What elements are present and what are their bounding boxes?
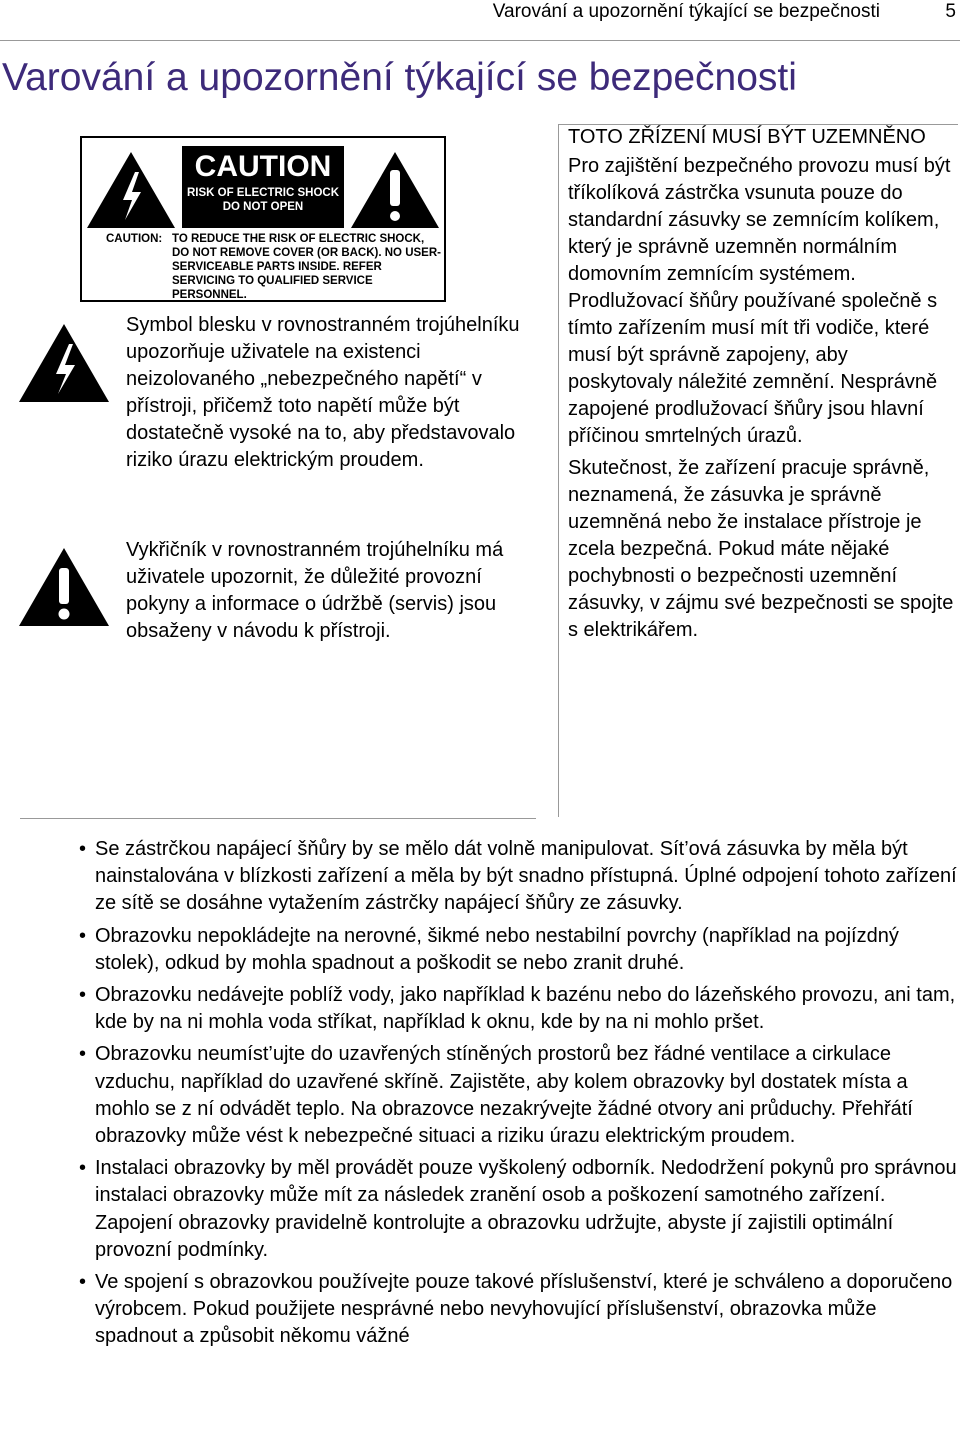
list-item [75, 1041, 957, 1150]
bullet-icon: • [79, 984, 87, 1007]
bullet-icon: • [79, 1271, 87, 1294]
bullet-icon: • [79, 1043, 87, 1066]
grounding-paragraph-1: Pro zajištění bezpečného provozu musí být tříkolíková zástrčka vsunuta pouze do standardní zásuvky se zemnícím kolíkem, který je správně uzemněn normálním domovním zemnícím systémem. Prodlužovací šňůry používané společně s tímto zařízením musí mít tři vodiče, které musí být správně zapojeny, aby poskytovaly náležité zemnění. Nesprávně zapojené prodlužovací šňůry jsou hlavní příčinou smrtelných úrazů. [568, 155, 951, 447]
header-divider [0, 40, 960, 41]
grounding-heading: TOTO ZŘÍZENÍ MUSÍ BÝT UZEMNĚNO [568, 126, 926, 148]
list-item-text: Obrazovku neumíst’ujte do uzavřených stíněných prostorů bez řádné ventilace a cirkulace vzduchu, například do uzavřené skříně. Zajistěte, aby kolem obrazovky byl dostatek místa a mohlo se z ní odvádět teplo. Na obrazovce nezakrývejte žádné otvory ani průduchy. Přehřátí obrazovky může vést k nebezpečné situaci a riziku úrazu elektrickým proudem. [95, 1043, 913, 1148]
caution-word: CAUTION [194, 150, 332, 183]
list-item [75, 836, 957, 918]
list-item-text: Ve spojení s obrazovkou používejte pouze takové příslušenství, které je schváleno a doporučeno výrobcem. Pokud použijete nesprávné nebo nevyhovující příslušenství, obrazovka může spadnout a způsobit někomu vážné [95, 1271, 953, 1348]
bullet-icon: • [79, 924, 87, 947]
section-divider [20, 818, 536, 819]
lightning-warning-icon [85, 150, 177, 230]
grounding-paragraph-2: Skutečnost, že zařízení pracuje správně, neznamená, že zásuvka je správně uzemněná nebo že instalace přístroje je zcela bezpečná. Pokud máte nějaké pochybnosti o bezpečnosti uzemnění zásuvky, v zájmu své bezpečnosti se spojte s elektrikářem. [568, 457, 954, 641]
list-item-text: Obrazovku nedávejte poblíž vody, jako například k bazénu nebo do lázeňského provozu, ani tam, kde by na ni mohla voda stříkat, například k oknu, kde by na ni mohlo pršet. [95, 984, 956, 1034]
caution-label [80, 136, 446, 302]
grounding-section [568, 124, 954, 644]
safety-bullet-list [75, 836, 957, 1356]
list-item [75, 1155, 957, 1264]
exclamation-symbol-description: Vykřičník v rovnostranném trojúhelníku má uživatele upozornit, že důležité provozní pokyny a informace o údržbě (servis) jsou obsaženy v návodu k přístroji. [126, 539, 504, 642]
lightning-warning-icon [17, 322, 111, 404]
list-item-text: Instalaci obrazovky by měl provádět pouze vyškolený odborník. Nedodržení pokynů pro správnou instalaci obrazovky může mít za následek zranění osob a poškození samotného zařízení. Zapojení obrazovky pravidelně kontrolujte a obrazovku udržujte, abyste jí zajistili optimální provozní podmínky. [95, 1157, 957, 1261]
list-item-text: Se zástrčkou napájecí šňůry by se mělo dát volně manipulovat. Sít’ová zásuvka by měla být nainstalována v blízkosti zařízení a měla by být snadno přístupná. Úplné odpojení tohoto zařízení ze sítě se dosáhne vytažením zástrčky napájecí šňůry ze zásuvky. [95, 838, 957, 915]
running-header-title: Varování a upozornění týkající se bezpečnosti [492, 1, 880, 22]
grounding-box-left-border [558, 124, 559, 817]
exclamation-warning-icon [349, 150, 441, 230]
caution-text-body: TO REDUCE THE RISK OF ELECTRIC SHOCK, DO NOT REMOVE COVER (OR BACK). NO USER-SERVICEABLE PARTS INSIDE. REFER SERVICING TO QUALIFIED SERVICE PERSONNEL. [172, 233, 441, 301]
list-item [75, 1269, 957, 1351]
lightning-symbol-description: Symbol blesku v rovnostranném trojúhelníku upozorňuje uživatele na existenci neizolovaného „nebezpečného napětí“ v přístroji, přičemž toto napětí může být dostatečně vysoké na to, aby představovalo riziko úrazu elektrickým proudem. [126, 314, 520, 471]
list-item [75, 923, 957, 977]
caution-banner [182, 146, 344, 228]
page-title: Varování a upozornění týkající se bezpečnosti [2, 56, 797, 99]
list-item-text: Obrazovku nepokládejte na nerovné, šikmé nebo nestabilní povrchy (například na pojízdný stolek), odkud by mohla spadnout a poškodit se nebo zranit druhé. [95, 924, 899, 974]
caution-text-prefix: CAUTION: [106, 233, 163, 245]
page-number: 5 [945, 1, 956, 22]
caution-subtitle: RISK OF ELECTRIC SHOCK DO NOT OPEN [186, 187, 340, 213]
exclamation-warning-icon [17, 546, 111, 628]
bullet-icon: • [79, 838, 87, 860]
bullet-icon: • [79, 1157, 87, 1180]
list-item [75, 982, 957, 1036]
